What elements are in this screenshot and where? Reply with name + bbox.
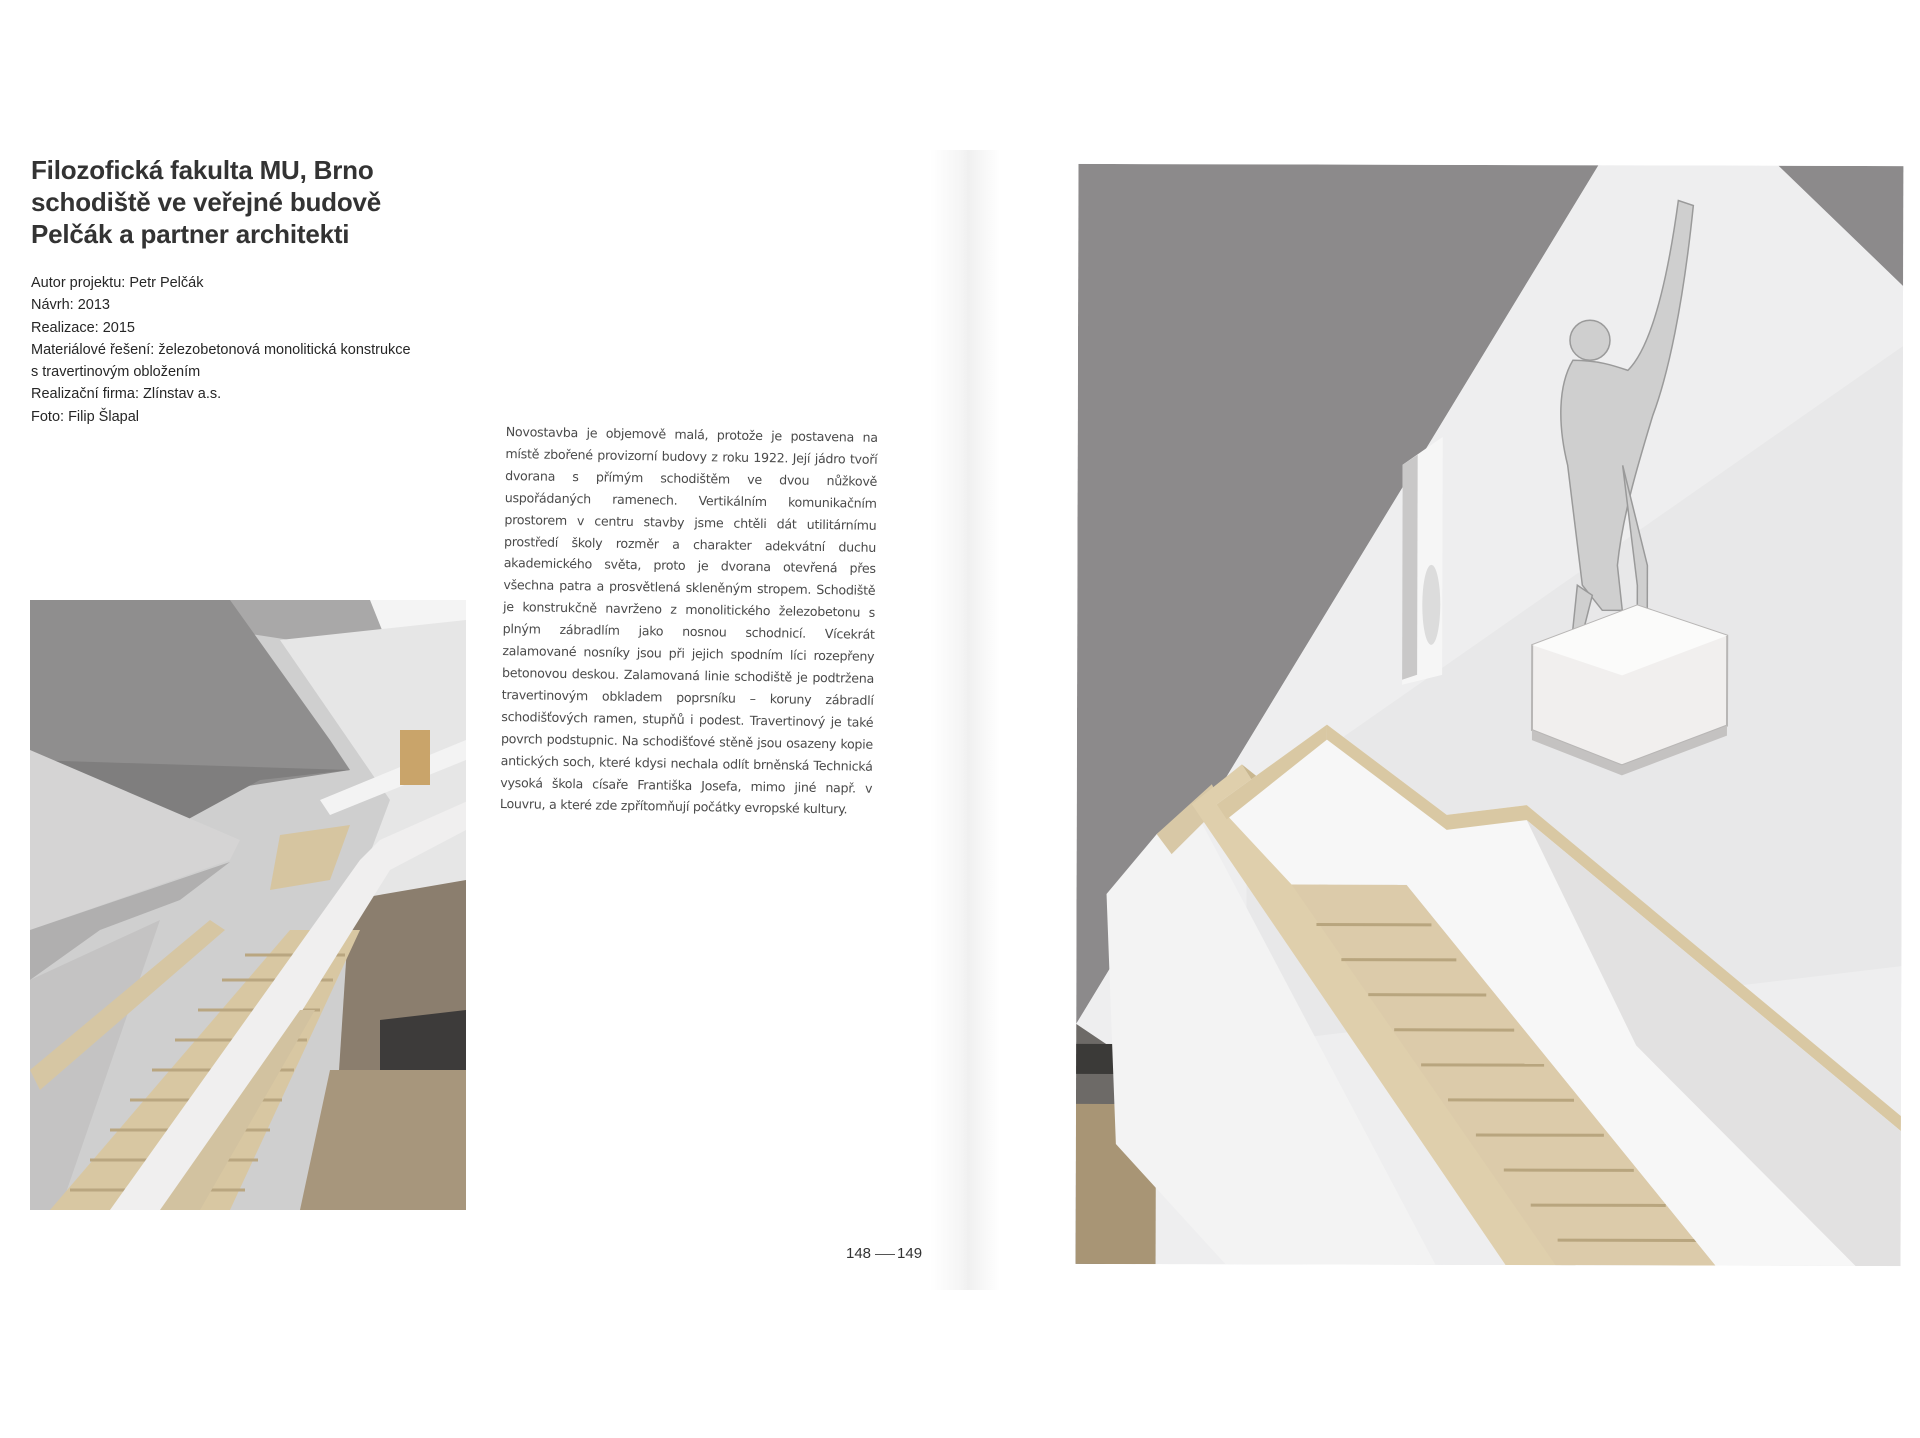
title-line: schodiště ve veřejné budově <box>31 187 382 217</box>
project-credits <box>31 272 501 428</box>
credit-line: Materiálové řešení: železobetonová monolitická konstrukce <box>31 341 411 358</box>
title-line: Pelčák a partner architekti <box>31 219 350 249</box>
staircase-statue-photo <box>1076 164 1904 1266</box>
body-paragraph: Novostavba je objemově malá, protože je postavena na místě zbořené provizorní budovy z roku 1922. Její jádro tvoří dvorana s přímým schodištěm ve dvou nůžkově uspořádaných ramenech. Vertikálním komunikačním prostorem v centru stavby jsme chtěli dát utilitárnímu prostředí školy rozměr a charakter adekvátní duchu akademického světa, proto je dvorana otevřená přes všechna patra a prosvětlená skleněným stropem. Schodiště je konstrukčně navrženo z monolitického železobetonu s plným zábradlím jako nosnou schodnicí. Vícekrát zalamované nosníky jsou při jejich spodním líci rozepřeny betonovou deskou. Zalamovaná linie schodiště je podtržena travertinovým obkladem poprsníku – koruny zábradlí schodišťových ramen, stupňů i podest. Travertinový je také povrch podstupnic. Na schodišťové stěně jsou osazeny kopie antických soch, které kdysi nechala odlít brněnská Technická vysoká škola císaře Františka Josefa, mimo jiné např. v Louvru, a které zde zpřítomňují počátky evropské kultury. <box>499 423 878 817</box>
page-number-left: 148 <box>846 1245 872 1262</box>
credit-line: Návrh: 2013 <box>31 297 110 314</box>
staircase-photo-small <box>30 600 466 1210</box>
article-title <box>31 154 491 250</box>
credit-line: Autor projektu: Petr Pelčák <box>31 275 204 291</box>
title-line: Filozofická fakulta MU, Brno <box>31 155 374 185</box>
page-gutter <box>930 150 1000 1290</box>
credit-line: Foto: Filip Šlapal <box>31 408 139 425</box>
credit-line: s travertinovým obložením <box>31 364 201 381</box>
folio-dash <box>875 1254 895 1255</box>
page-number-right: 149 <box>897 1245 923 1262</box>
credit-line: Realizace: 2015 <box>31 319 135 336</box>
credit-line: Realizační firma: Zlínstav a.s. <box>31 386 222 403</box>
page-numbers <box>846 1245 966 1262</box>
